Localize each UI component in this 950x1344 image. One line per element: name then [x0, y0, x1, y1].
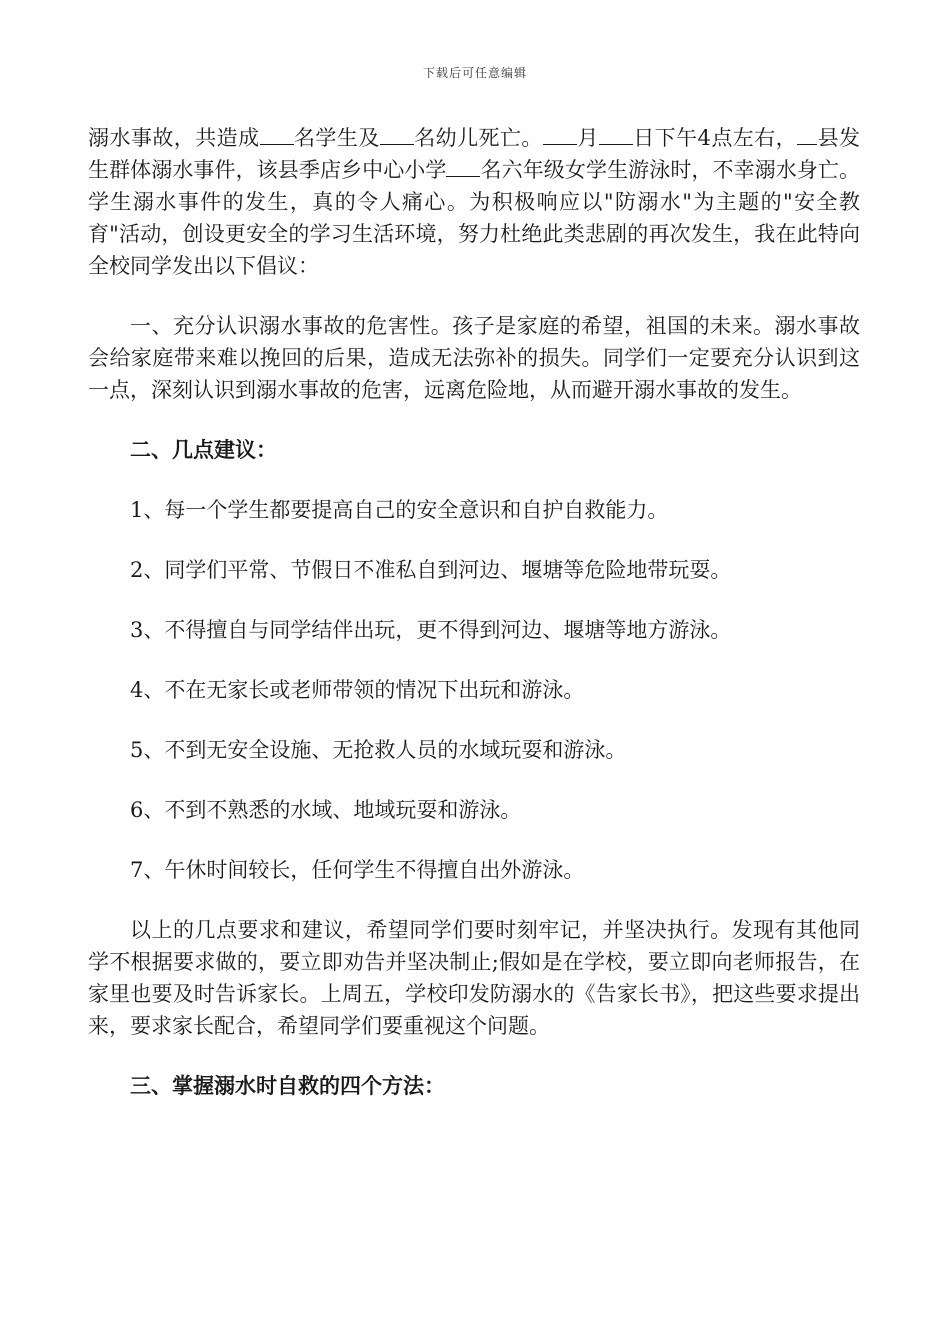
- intro-text-1: 溺水事故，共造成: [88, 126, 260, 150]
- fill-blank: [446, 156, 480, 177]
- document-body: [88, 122, 860, 1102]
- intro-text-3: 名幼儿死亡。: [413, 126, 543, 150]
- intro-text-6: 县发生群体溺水事件，该县季店乡中心小学: [88, 126, 861, 182]
- section2-heading: 二、几点建议：: [130, 437, 277, 462]
- section2-closing-paragraph: 以上的几点要求和建议，希望同学们要时刻牢记，并坚决执行。发现有其他同学不根据要求做的，要立即劝告并坚决制止;假如是在学校，要立即向老师报告，在家里也要及时告诉家长。上周五，学校印发防溺水的《告家长书》，把这些要求提出来，要求家长配合，希望同学们要重视这个问题。: [88, 918, 860, 1038]
- page-header: 下载后可任意编辑: [422, 66, 527, 80]
- fill-blank: [797, 124, 817, 145]
- suggestion-item: 7、午休时间较长，任何学生不得擅自出外游泳。: [130, 858, 585, 882]
- fill-blank: [543, 124, 577, 145]
- fill-blank: [260, 124, 294, 145]
- suggestion-item: 6、不到不熟悉的水域、地域玩耍和游泳。: [130, 798, 522, 822]
- intro-paragraph: [88, 122, 860, 282]
- intro-text-2: 名学生及: [293, 126, 380, 150]
- intro-text-5: 日下午4点左右，: [632, 126, 798, 150]
- suggestion-item: 1、每一个学生都要提高自己的安全意识和自护自救能力。: [130, 498, 669, 522]
- suggestion-item: 2、同学们平常、节假日不准私自到河边、堰塘等危险地带玩耍。: [130, 558, 732, 582]
- fill-blank: [599, 124, 633, 145]
- suggestion-item: 5、不到无安全设施、无抢救人员的水域玩耍和游泳。: [130, 738, 627, 762]
- intro-text-4: 月: [576, 126, 599, 150]
- section1-paragraph: 一、充分认识溺水事故的危害性。孩子是家庭的希望，祖国的未来。溺水事故会给家庭带来难以挽回的后果，造成无法弥补的损失。同学们一定要充分认识到这一点，深刻认识到溺水事故的危害，远离危险地，从而避开溺水事故的发生。: [88, 314, 860, 402]
- fill-blank: [380, 124, 414, 145]
- intro-text-7: 名六年级女学生游泳时，不幸溺水身亡。学生溺水事件的发生，真的令人痛心。为积极响应以"防溺水"为主题的"安全教育"活动，创设更安全的学习生活环境，努力杜绝此类悲剧的再次发生，我在此特向全校同学发出以下倡议：: [88, 158, 861, 278]
- suggestion-item: 4、不在无家长或老师带领的情况下出玩和游泳。: [130, 678, 585, 702]
- suggestion-item: 3、不得擅自与同学结伴出玩，更不得到河边、堰塘等地方游泳。: [130, 618, 732, 642]
- section3-heading: 三、掌握溺水时自救的四个方法：: [130, 1073, 445, 1098]
